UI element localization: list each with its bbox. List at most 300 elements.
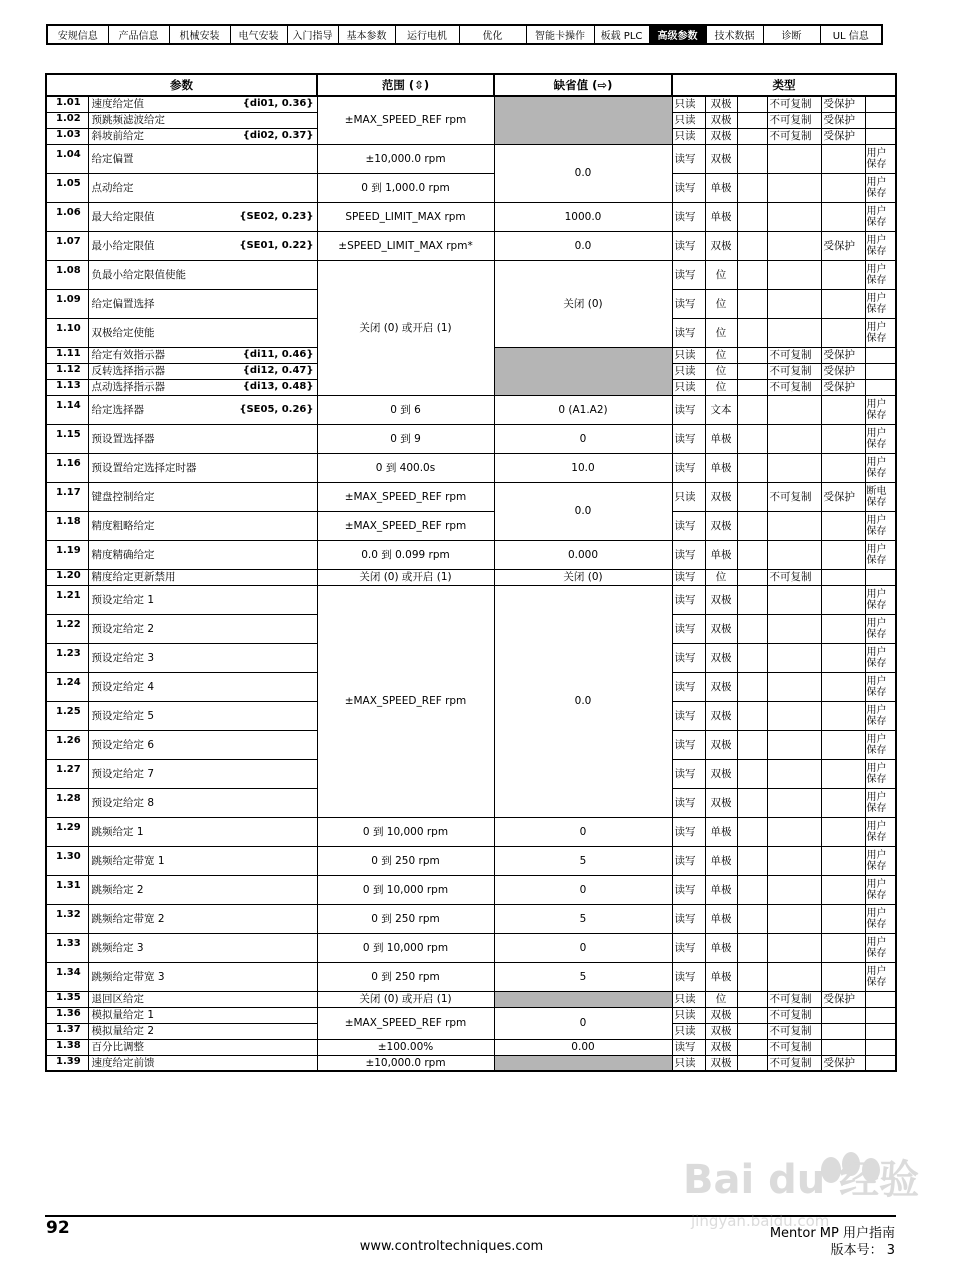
type-protect [821, 817, 865, 846]
param-name [88, 962, 317, 991]
type-flag [737, 540, 767, 569]
type-save-line: 用户 [866, 704, 887, 716]
param-name [88, 933, 317, 962]
default-cell: 0 [494, 933, 672, 962]
type-copy [767, 318, 821, 347]
type-flag [737, 96, 767, 112]
type-protect [821, 614, 865, 643]
type-flag [737, 569, 767, 585]
default-cell [494, 347, 672, 395]
type-save-line: 用户 [866, 427, 887, 439]
default-cell [494, 991, 672, 1007]
default-cell: 0 [494, 424, 672, 453]
param-name-text: 预设定给定 7 [91, 767, 155, 780]
type-flag [737, 962, 767, 991]
default-cell: 0 [494, 875, 672, 904]
type-kind: 双极 [705, 614, 737, 643]
type-access: 读写 [672, 289, 705, 318]
type-kind: 位 [705, 318, 737, 347]
param-name-text: 预设定给定 5 [91, 709, 155, 722]
nav-tab[interactable]: UL 信息 [820, 25, 882, 44]
type-save-line: 保存 [866, 628, 887, 640]
type-save-line: 用户 [866, 936, 887, 948]
type-copy [767, 788, 821, 817]
watermark-text: Bai du 经验 [683, 1157, 920, 1203]
type-protect [821, 318, 865, 347]
param-name [88, 1007, 317, 1023]
type-flag [737, 260, 767, 289]
type-kind: 双极 [705, 1055, 737, 1071]
param-code: {di11, 0.46} [242, 349, 314, 360]
type-kind: 位 [705, 379, 737, 395]
type-copy [767, 875, 821, 904]
type-save-line: 用户 [866, 588, 887, 600]
type-kind: 双极 [705, 96, 737, 112]
type-save-line: 保存 [866, 744, 887, 756]
table-row [46, 260, 896, 289]
type-copy [767, 759, 821, 788]
param-name [88, 701, 317, 730]
param-name [88, 672, 317, 701]
type-save [865, 112, 896, 128]
param-name [88, 173, 317, 202]
footer-url: www.controltechniques.com [359, 1239, 544, 1254]
type-access: 读写 [672, 395, 705, 424]
type-save-line: 用户 [866, 878, 887, 890]
table-row [46, 540, 896, 569]
type-access: 只读 [672, 379, 705, 395]
type-access: 读写 [672, 540, 705, 569]
param-name [88, 395, 317, 424]
type-save-line: 用户 [866, 514, 887, 526]
type-save-line: 用户 [866, 849, 887, 861]
table-row [46, 817, 896, 846]
type-save-line: 保存 [866, 599, 887, 611]
type-save-line: 用户 [866, 617, 887, 629]
type-kind: 双极 [705, 144, 737, 173]
type-copy [767, 260, 821, 289]
type-save [865, 1039, 896, 1055]
type-save [865, 1055, 896, 1071]
type-flag [737, 424, 767, 453]
type-protect: 受保护 [821, 363, 865, 379]
type-kind: 单极 [705, 424, 737, 453]
type-protect [821, 395, 865, 424]
range-cell: 关闭 (0) 或开启 (1) [317, 260, 494, 395]
param-code: {di12, 0.47} [242, 365, 314, 376]
param-name [88, 846, 317, 875]
type-copy: 不可复制 [767, 1007, 821, 1023]
type-protect [821, 730, 865, 759]
param-name-text: 反转选择指示器 [91, 365, 165, 377]
param-name-text: 精度给定更新禁用 [91, 571, 176, 583]
type-save-line: 断电 [866, 485, 887, 497]
type-flag [737, 379, 767, 395]
nav-tab[interactable]: 入门指导 [287, 25, 338, 44]
type-copy [767, 817, 821, 846]
param-number: 1.34 [46, 962, 88, 991]
nav-tab[interactable]: 技术数据 [706, 25, 763, 44]
nav-tab[interactable]: 安规信息 [47, 25, 108, 44]
param-name [88, 1039, 317, 1055]
type-copy: 不可复制 [767, 96, 821, 112]
nav-tab[interactable]: 智能卡操作 [526, 25, 594, 44]
type-kind: 位 [705, 260, 737, 289]
type-save-line: 保存 [866, 187, 887, 199]
type-protect [821, 260, 865, 289]
type-save [865, 363, 896, 379]
type-flag [737, 231, 767, 260]
nav-tab[interactable]: 高级参数 [649, 25, 706, 44]
type-kind: 单极 [705, 540, 737, 569]
param-name [88, 569, 317, 585]
type-copy [767, 424, 821, 453]
type-column-header: 类型 [672, 74, 896, 96]
type-protect [821, 962, 865, 991]
type-access: 读写 [672, 173, 705, 202]
type-copy [767, 904, 821, 933]
param-number: 1.24 [46, 672, 88, 701]
watermark-subtext: jingyan.baidu.com [691, 1212, 830, 1230]
type-copy [767, 144, 821, 173]
table-row [46, 424, 896, 453]
type-access: 读写 [672, 424, 705, 453]
type-copy [767, 511, 821, 540]
nav-tab[interactable]: 产品信息 [108, 25, 169, 44]
param-number: 1.10 [46, 318, 88, 347]
type-protect: 受保护 [821, 347, 865, 363]
param-number: 1.23 [46, 643, 88, 672]
default-column-header: 缺省值 (⇨) [494, 74, 672, 96]
param-name [88, 128, 317, 144]
type-access: 只读 [672, 991, 705, 1007]
default-cell: 0.0 [494, 231, 672, 260]
type-save-line: 用户 [866, 205, 887, 217]
param-number: 1.25 [46, 701, 88, 730]
type-save [865, 96, 896, 112]
param-name-text: 跳频给定带宽 3 [91, 970, 165, 983]
type-access: 只读 [672, 347, 705, 363]
type-protect [821, 289, 865, 318]
type-flag [737, 875, 767, 904]
type-save [865, 511, 896, 540]
nav-tab[interactable]: 电气安装 [230, 25, 287, 44]
type-kind: 单极 [705, 875, 737, 904]
type-flag [737, 202, 767, 231]
type-save-line: 用户 [866, 791, 887, 803]
type-save-line: 保存 [866, 802, 887, 814]
param-name-text: 速度给定前馈 [91, 1056, 155, 1069]
param-name [88, 260, 317, 289]
type-save-line: 用户 [866, 907, 887, 919]
type-kind: 位 [705, 363, 737, 379]
type-save-line: 用户 [866, 292, 887, 304]
type-copy [767, 231, 821, 260]
default-cell: 5 [494, 962, 672, 991]
param-name [88, 144, 317, 173]
param-name-text: 给定偏置选择 [91, 297, 155, 310]
chapter-tabs [46, 24, 883, 45]
nav-tab[interactable]: 基本参数 [338, 25, 395, 44]
nav-tab[interactable]: 板载 PLC [594, 25, 649, 44]
range-cell: ±MAX_SPEED_REF rpm [317, 585, 494, 817]
type-access: 读写 [672, 260, 705, 289]
default-cell: 0.0 [494, 144, 672, 202]
type-save-line: 保存 [866, 332, 887, 344]
range-cell: 0 到 250 rpm [317, 904, 494, 933]
param-name-text: 预跳频滤波给定 [91, 114, 165, 126]
type-save-line: 保存 [866, 947, 887, 959]
param-number: 1.16 [46, 453, 88, 482]
type-copy [767, 962, 821, 991]
param-number: 1.33 [46, 933, 88, 962]
type-copy [767, 672, 821, 701]
table-row [46, 1039, 896, 1055]
table-row [46, 846, 896, 875]
param-name [88, 614, 317, 643]
type-save-line: 用户 [866, 263, 887, 275]
type-access: 读写 [672, 672, 705, 701]
param-name-text: 跳频给定 2 [91, 883, 144, 896]
type-protect [821, 173, 865, 202]
type-save [865, 962, 896, 991]
param-name [88, 289, 317, 318]
default-cell: 10.0 [494, 453, 672, 482]
type-copy: 不可复制 [767, 1055, 821, 1071]
type-save-line: 保存 [866, 274, 887, 286]
table-row [46, 231, 896, 260]
type-save [865, 453, 896, 482]
default-cell: 5 [494, 904, 672, 933]
default-cell: 0.000 [494, 540, 672, 569]
type-access: 读写 [672, 144, 705, 173]
type-save [865, 231, 896, 260]
type-save-line: 保存 [866, 657, 887, 669]
param-number: 1.38 [46, 1039, 88, 1055]
param-name-text: 跳频给定带宽 2 [91, 912, 165, 925]
type-save [865, 933, 896, 962]
type-protect [821, 453, 865, 482]
param-code: {di02, 0.37} [242, 130, 314, 141]
range-cell: 0 到 250 rpm [317, 846, 494, 875]
type-save [865, 289, 896, 318]
type-kind: 单极 [705, 202, 737, 231]
range-cell: 关闭 (0) 或开启 (1) [317, 991, 494, 1007]
table-row [46, 569, 896, 585]
type-protect: 受保护 [821, 1055, 865, 1071]
type-access: 读写 [672, 788, 705, 817]
type-save [865, 173, 896, 202]
type-save-line: 用户 [866, 321, 887, 333]
type-save [865, 730, 896, 759]
type-save-line: 保存 [866, 860, 887, 872]
param-name [88, 875, 317, 904]
type-flag [737, 482, 767, 511]
range-cell: ±MAX_SPEED_REF rpm [317, 1007, 494, 1039]
type-flag [737, 289, 767, 318]
nav-tab[interactable]: 诊断 [763, 25, 820, 44]
type-protect: 受保护 [821, 482, 865, 511]
type-flag [737, 904, 767, 933]
type-kind: 双极 [705, 643, 737, 672]
param-name-text: 最大给定限值 [91, 210, 155, 223]
param-name [88, 585, 317, 614]
table-row [46, 395, 896, 424]
param-code: {di13, 0.48} [242, 381, 314, 392]
param-name-text: 精度精确给定 [91, 548, 155, 561]
param-name [88, 991, 317, 1007]
type-save-line: 用户 [866, 965, 887, 977]
table-row [46, 511, 896, 540]
default-cell: 5 [494, 846, 672, 875]
guide-title: Mentor MP 用户指南 [769, 1226, 895, 1241]
type-save [865, 144, 896, 173]
page-number: 92 [46, 1218, 70, 1238]
type-access: 读写 [672, 962, 705, 991]
type-access: 读写 [672, 511, 705, 540]
range-cell: 0 到 6 [317, 395, 494, 424]
type-protect: 受保护 [821, 96, 865, 112]
footer-divider [45, 1215, 896, 1217]
type-flag [737, 701, 767, 730]
type-save-line: 用户 [866, 820, 887, 832]
type-protect [821, 1023, 865, 1039]
type-access: 只读 [672, 1007, 705, 1023]
param-number: 1.31 [46, 875, 88, 904]
type-save-line: 保存 [866, 976, 887, 988]
range-cell: ±10,000.0 rpm [317, 144, 494, 173]
param-number: 1.35 [46, 991, 88, 1007]
type-copy [767, 614, 821, 643]
type-protect [821, 202, 865, 231]
param-name-text: 退回区给定 [91, 993, 144, 1005]
type-save [865, 424, 896, 453]
type-copy [767, 643, 821, 672]
param-number: 1.04 [46, 144, 88, 173]
nav-tab[interactable]: 运行电机 [395, 25, 459, 44]
param-name-text: 给定有效指示器 [91, 349, 165, 361]
type-save-line: 保存 [866, 918, 887, 930]
table-row [46, 1055, 896, 1071]
range-cell: 0 到 10,000 rpm [317, 875, 494, 904]
type-save [865, 540, 896, 569]
range-cell: ±MAX_SPEED_REF rpm [317, 482, 494, 511]
param-name [88, 231, 317, 260]
param-name-text: 负最小给定限值使能 [91, 268, 186, 281]
type-save [865, 569, 896, 585]
type-flag [737, 144, 767, 173]
type-kind: 位 [705, 569, 737, 585]
table-row [46, 962, 896, 991]
type-protect [821, 144, 865, 173]
type-access: 只读 [672, 363, 705, 379]
type-save-line: 保存 [866, 409, 887, 421]
param-name-text: 点动选择指示器 [91, 381, 165, 393]
default-cell: 1000.0 [494, 202, 672, 231]
type-save-line: 用户 [866, 398, 887, 410]
type-protect [821, 875, 865, 904]
default-cell: 关闭 (0) [494, 569, 672, 585]
type-flag [737, 173, 767, 202]
type-copy: 不可复制 [767, 128, 821, 144]
type-save [865, 379, 896, 395]
type-kind: 单极 [705, 846, 737, 875]
param-name-text: 预设定给定 3 [91, 651, 155, 664]
type-protect: 受保护 [821, 379, 865, 395]
param-number: 1.19 [46, 540, 88, 569]
range-cell: 0 到 10,000 rpm [317, 817, 494, 846]
param-name [88, 112, 317, 128]
type-flag [737, 788, 767, 817]
nav-tab[interactable]: 优化 [459, 25, 526, 44]
param-name-text: 百分比调整 [91, 1041, 144, 1053]
type-save-line: 保存 [866, 438, 887, 450]
type-protect: 受保护 [821, 112, 865, 128]
param-number: 1.12 [46, 363, 88, 379]
type-save-line: 用户 [866, 176, 887, 188]
type-flag [737, 759, 767, 788]
type-access: 读写 [672, 904, 705, 933]
table-row [46, 202, 896, 231]
default-cell: 0.00 [494, 1039, 672, 1055]
nav-tab[interactable]: 机械安装 [169, 25, 230, 44]
param-name [88, 424, 317, 453]
param-number: 1.28 [46, 788, 88, 817]
type-save-line: 保存 [866, 158, 887, 170]
type-save [865, 585, 896, 614]
type-kind: 单极 [705, 173, 737, 202]
param-name [88, 202, 317, 231]
table-row [46, 933, 896, 962]
table-row [46, 991, 896, 1007]
type-save-line: 用户 [866, 234, 887, 246]
param-number: 1.07 [46, 231, 88, 260]
range-cell: 0 到 10,000 rpm [317, 933, 494, 962]
type-save [865, 904, 896, 933]
type-protect [821, 904, 865, 933]
type-save [865, 817, 896, 846]
param-name-text: 速度给定值 [91, 98, 144, 111]
type-protect [821, 672, 865, 701]
range-cell: ±SPEED_LIMIT_MAX rpm* [317, 231, 494, 260]
param-name-text: 双极给定使能 [91, 326, 155, 339]
type-copy [767, 453, 821, 482]
table-row [46, 904, 896, 933]
param-name [88, 817, 317, 846]
type-access: 只读 [672, 1055, 705, 1071]
range-cell: ±MAX_SPEED_REF rpm [317, 511, 494, 540]
range-cell: ±10,000.0 rpm [317, 1055, 494, 1071]
param-name [88, 318, 317, 347]
type-copy [767, 933, 821, 962]
param-number: 1.18 [46, 511, 88, 540]
range-cell: ±100.00% [317, 1039, 494, 1055]
type-protect [821, 424, 865, 453]
type-save-line: 保存 [866, 525, 887, 537]
type-save-line: 用户 [866, 543, 887, 555]
type-copy [767, 173, 821, 202]
param-code: {SE02, 0.23} [239, 210, 314, 222]
type-kind: 双极 [705, 112, 737, 128]
param-name-text: 预设定给定 6 [91, 738, 155, 751]
type-copy: 不可复制 [767, 347, 821, 363]
type-access: 读写 [672, 759, 705, 788]
range-cell: 0 到 1,000.0 rpm [317, 173, 494, 202]
param-name [88, 453, 317, 482]
param-name [88, 1055, 317, 1071]
type-flag [737, 933, 767, 962]
param-name [88, 482, 317, 511]
